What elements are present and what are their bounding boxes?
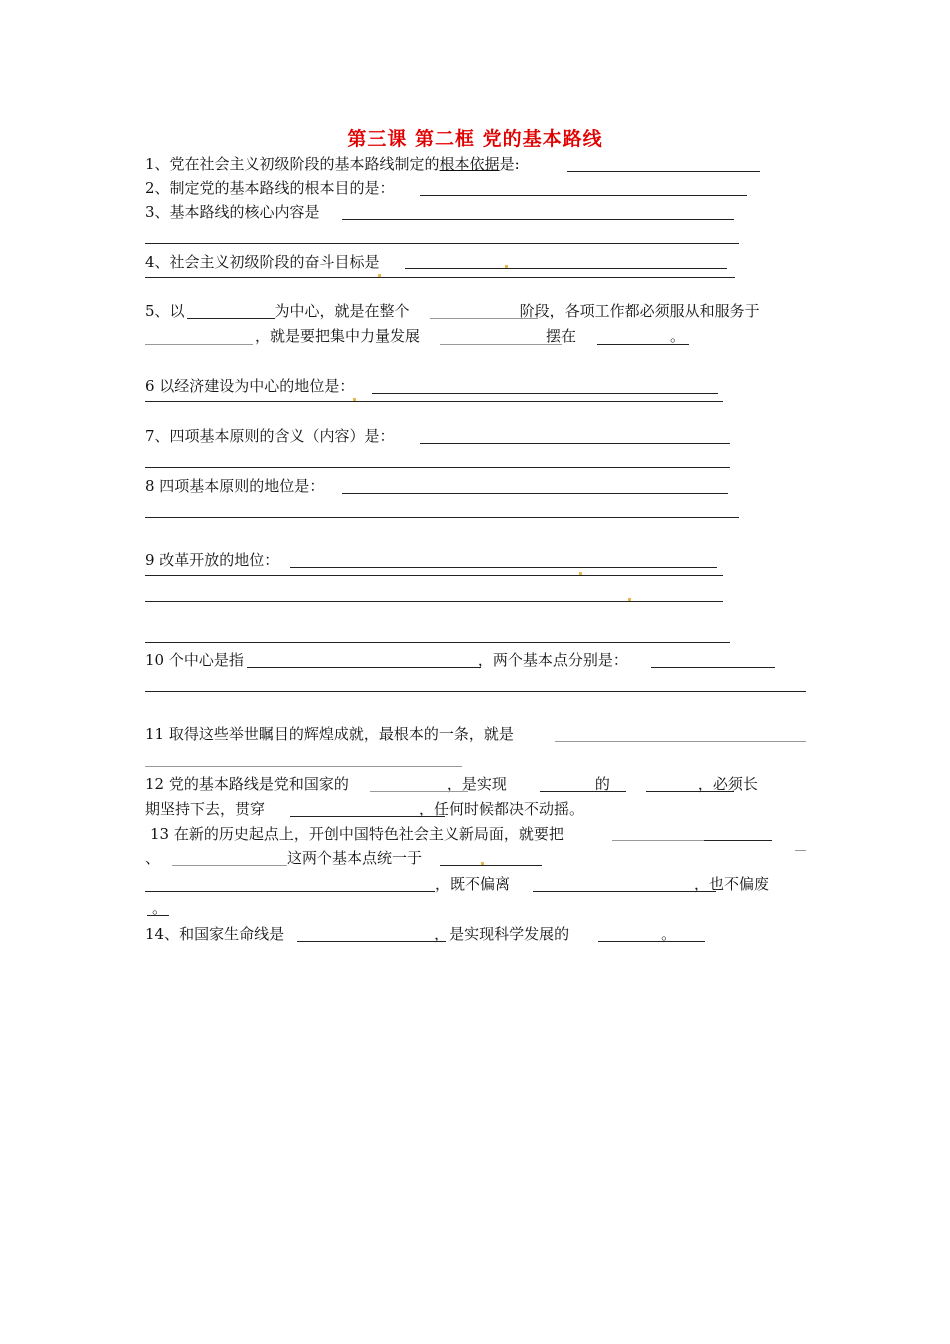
answer-line[interactable] bbox=[420, 443, 730, 444]
answer-line[interactable] bbox=[145, 517, 739, 518]
question-5-text: 为中心，就是在整个 bbox=[274, 302, 410, 320]
question-4: 4、社会主义初级阶段的奋斗目标是 bbox=[145, 253, 380, 271]
answer-line[interactable] bbox=[405, 268, 727, 269]
question-5-text: 。 bbox=[670, 327, 686, 345]
answer-line[interactable] bbox=[440, 344, 562, 345]
question-7: 7、四项基本原则的含义（内容）是： bbox=[145, 427, 395, 445]
question-3: 3、基本路线的核心内容是 bbox=[145, 203, 320, 221]
question-1-suffix: 是: bbox=[499, 155, 520, 173]
answer-line[interactable] bbox=[370, 791, 468, 792]
question-5-text: 摆在 bbox=[546, 327, 577, 345]
question-8: 8 四项基本原则的地位是： bbox=[145, 477, 325, 495]
question-13-text: 、 bbox=[145, 849, 161, 867]
question-12-text: 12 党的基本路线是党和国家的 bbox=[145, 775, 349, 793]
question-13-text: ，既不偏离 bbox=[435, 875, 511, 893]
answer-line[interactable] bbox=[187, 318, 275, 319]
answer-line[interactable] bbox=[372, 393, 718, 394]
answer-line[interactable] bbox=[540, 791, 626, 792]
question-11: 11 取得这些举世瞩目的辉煌成就，最根本的一条，就是 bbox=[145, 725, 514, 743]
answer-line[interactable] bbox=[533, 891, 716, 892]
question-14-text: 。 bbox=[661, 925, 677, 943]
question-10-text: 10 个中心是指 bbox=[145, 651, 244, 669]
answer-line[interactable] bbox=[567, 171, 760, 172]
question-10-text: ，两个基本点分别是： bbox=[477, 651, 628, 669]
scan-speck bbox=[579, 572, 582, 575]
question-13-end: 。 bbox=[152, 899, 168, 917]
question-6: 6 以经济建设为中心的地位是： bbox=[145, 377, 355, 395]
question-1-underlined: 根本依据 bbox=[439, 155, 500, 173]
answer-line[interactable] bbox=[145, 467, 730, 468]
answer-line[interactable] bbox=[172, 865, 287, 866]
scan-speck bbox=[628, 598, 631, 601]
answer-line[interactable] bbox=[247, 667, 481, 668]
answer-line[interactable] bbox=[651, 667, 775, 668]
question-12-text: ，必须长 bbox=[697, 775, 758, 793]
answer-line[interactable] bbox=[145, 891, 435, 892]
answer-line[interactable] bbox=[145, 575, 723, 576]
question-2: 2、制定党的基本路线的根本目的是： bbox=[145, 179, 395, 197]
question-5-text: 阶段，各项工作都必须服从和服务于 bbox=[519, 302, 760, 320]
answer-line[interactable] bbox=[342, 493, 728, 494]
question-13-line-1: 13 在新的历史起点上，开创中国特色社会主义新局面，就要把 bbox=[150, 825, 564, 843]
question-12-text: 期坚持下去，贯穿 bbox=[145, 800, 266, 818]
answer-line[interactable] bbox=[145, 243, 739, 244]
scan-speck bbox=[505, 265, 508, 268]
question-1 bbox=[145, 155, 520, 173]
answer-line[interactable] bbox=[597, 344, 689, 345]
answer-line[interactable] bbox=[795, 850, 806, 851]
answer-line[interactable] bbox=[555, 741, 806, 742]
answer-line[interactable] bbox=[297, 941, 446, 942]
answer-line[interactable] bbox=[145, 766, 462, 767]
question-12-text: 的 bbox=[594, 775, 610, 793]
answer-line[interactable] bbox=[440, 865, 542, 866]
answer-line[interactable] bbox=[145, 691, 806, 692]
answer-line[interactable] bbox=[598, 941, 705, 942]
answer-line[interactable] bbox=[646, 791, 734, 792]
answer-line[interactable] bbox=[147, 915, 169, 916]
question-9: 9 改革开放的地位： bbox=[145, 551, 280, 569]
question-12-text: ，是实现 bbox=[446, 775, 507, 793]
question-5-text: ，就是要把集中力量发展 bbox=[255, 327, 421, 345]
answer-line[interactable] bbox=[290, 567, 717, 568]
question-5-text: 5、以 bbox=[145, 302, 185, 320]
scan-speck bbox=[353, 398, 356, 401]
answer-line[interactable] bbox=[145, 277, 735, 278]
question-1-text: 1、党在社会主义初级阶段的基本路线制定的 bbox=[145, 155, 440, 173]
question-12-text: ，任何时候都决不动摇。 bbox=[419, 800, 585, 818]
page-title: 第三课 第二框 党的基本路线 bbox=[347, 128, 603, 150]
answer-line[interactable] bbox=[420, 195, 747, 196]
question-13-text: ，也不偏废 bbox=[694, 875, 770, 893]
answer-line[interactable] bbox=[145, 601, 723, 602]
question-14-text: ，是实现科学发展的 bbox=[434, 925, 570, 943]
answer-line[interactable] bbox=[145, 401, 723, 402]
scan-speck bbox=[378, 274, 381, 277]
answer-line[interactable] bbox=[342, 219, 734, 220]
answer-line[interactable] bbox=[145, 642, 730, 643]
answer-line[interactable] bbox=[612, 840, 704, 841]
answer-line[interactable] bbox=[145, 344, 253, 345]
answer-line[interactable] bbox=[704, 840, 772, 841]
scan-speck bbox=[481, 862, 484, 865]
question-13-text: 这两个基本点统一于 bbox=[287, 849, 423, 867]
answer-line[interactable] bbox=[290, 816, 445, 817]
answer-line[interactable] bbox=[430, 318, 538, 319]
question-5-line-2 bbox=[145, 327, 685, 345]
question-14-text: 14、和国家生命线是 bbox=[145, 925, 285, 943]
